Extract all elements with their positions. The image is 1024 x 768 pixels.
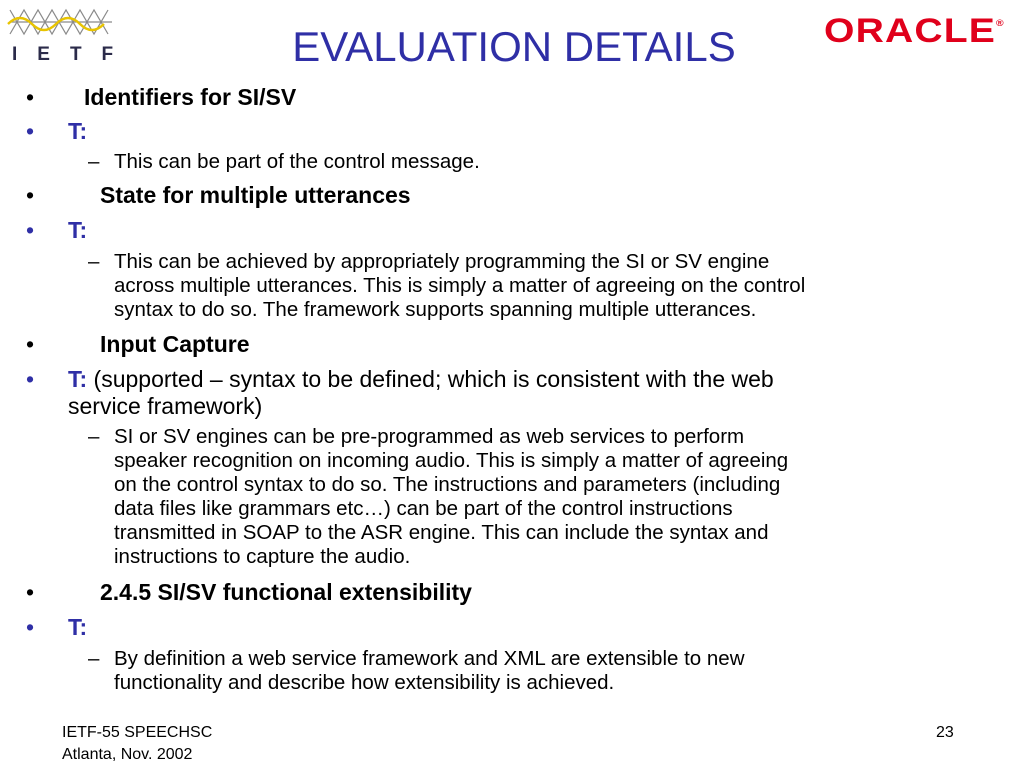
dash-icon: –	[88, 150, 100, 173]
heading-identifiers: Identifiers for SI/SV	[84, 84, 297, 110]
sub-item-text-line: By definition a web service framework and XML are extensible to new	[114, 647, 745, 670]
sub-item-text-line: speaker recognition on incoming audio. This is simply a matter of agreeing	[114, 449, 789, 472]
bullet-icon: •	[26, 366, 35, 392]
t-label: T:	[68, 614, 88, 640]
t-label: T:	[68, 118, 88, 144]
item-text-line: service framework)	[68, 393, 263, 419]
sub-item-text-line: This can be achieved by appropriately programming the SI or SV engine	[114, 250, 770, 273]
bullet-icon: •	[26, 182, 35, 208]
sub-item-text-line: instructions to capture the audio.	[114, 545, 411, 568]
sub-item-text-line: on the control syntax to do so. The instructions and parameters (including	[114, 473, 781, 496]
t-label: T:	[68, 217, 88, 243]
item-text	[68, 366, 968, 393]
sub-item-text-line: syntax to do so. The framework supports spanning multiple utterances.	[114, 298, 757, 321]
sub-item-text-line: SI or SV engines can be pre-programmed as web services to perform	[114, 425, 745, 448]
t-label: T:	[68, 366, 88, 392]
footer-location-date: Atlanta, Nov. 2002	[62, 746, 193, 763]
page-title: EVALUATION DETAILS	[292, 23, 736, 70]
bullet-icon: •	[26, 217, 35, 243]
page-number: 23	[936, 724, 954, 741]
heading-input-capture: Input Capture	[100, 331, 250, 357]
oracle-registered-mark: ®	[995, 18, 1005, 28]
footer-left	[62, 722, 212, 766]
sub-item-text: This can be part of the control message.	[114, 150, 480, 173]
dash-icon: –	[88, 250, 100, 273]
bullet-icon: •	[26, 84, 35, 110]
bullet-icon: •	[26, 579, 35, 605]
bullet-icon: •	[26, 118, 35, 144]
dash-icon: –	[88, 425, 100, 448]
dash-icon: –	[88, 647, 100, 670]
bullet-icon: •	[26, 331, 35, 357]
ietf-logo-text: IETF	[12, 44, 134, 65]
heading-extensibility: 2.4.5 SI/SV functional extensibility	[100, 579, 472, 605]
bullet-icon: •	[26, 614, 35, 640]
item-text-line: (supported – syntax to be defined; which is consistent with the web	[87, 366, 774, 392]
sub-item-text-line: data files like grammars etc…) can be part of the control instructions	[114, 497, 733, 520]
sub-item-text-line: functionality and describe how extensibility is achieved.	[114, 671, 615, 694]
heading-state: State for multiple utterances	[100, 182, 411, 208]
sub-item-text-line: transmitted in SOAP to the ASR engine. This can include the syntax and	[114, 521, 769, 544]
oracle-logo-text: ORACLE	[824, 12, 996, 50]
sub-item-text-line: across multiple utterances. This is simply a matter of agreeing on the control	[114, 274, 806, 297]
footer-event: IETF-55 SPEECHSC	[62, 724, 213, 741]
